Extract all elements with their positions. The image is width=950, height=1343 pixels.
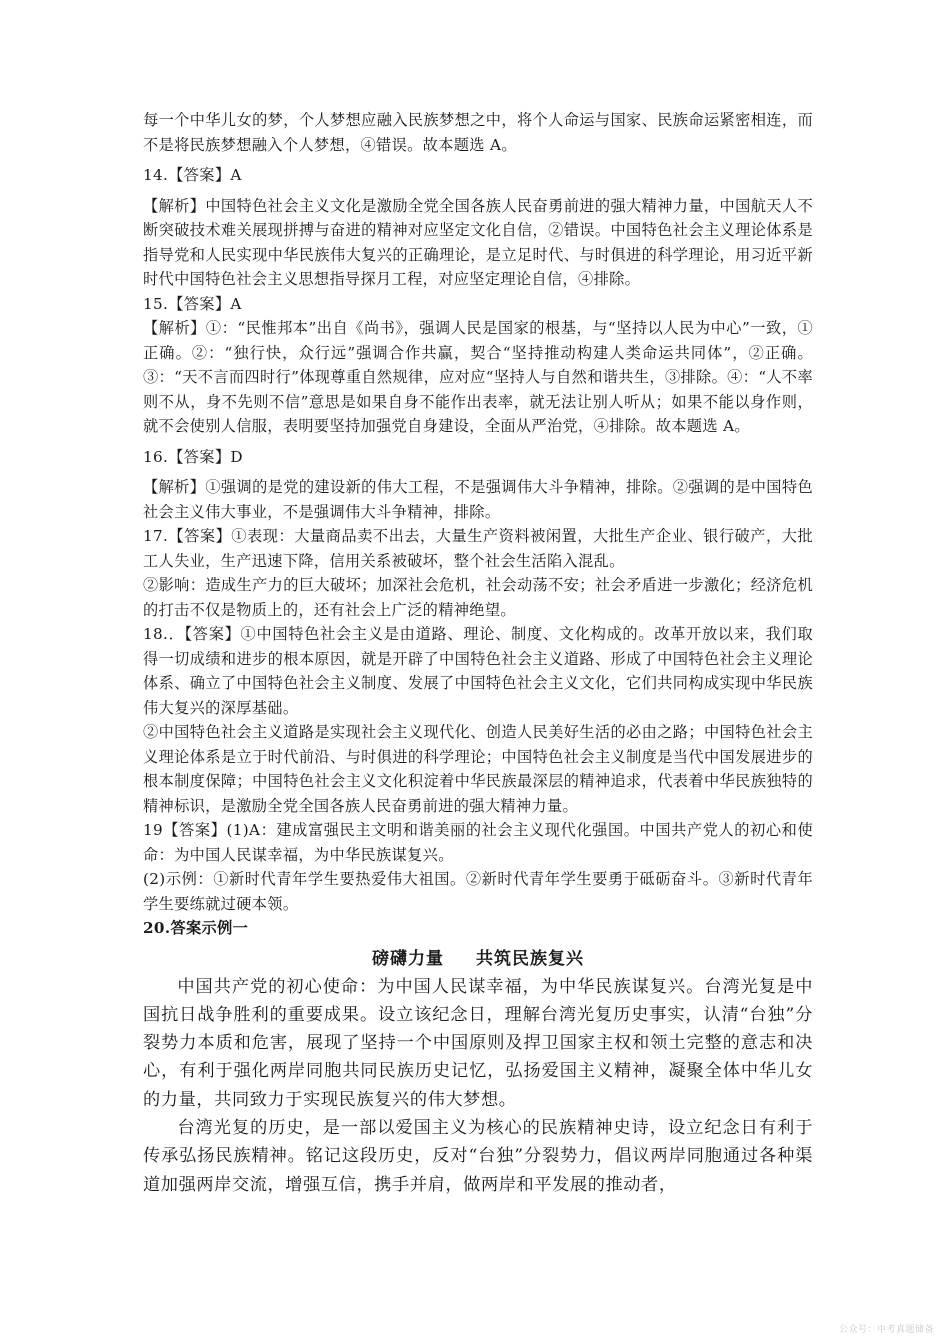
- q18-part1: 18.．【答案】①中国特色社会主义是由道路、理论、制度、文化构成的。改革开放以来，我们取得一切成绩和进步的根本原因，就是开辟了中国特色社会主义道路、形成了中国特色社会主义理论体系、确立了中国特色社会主义制度、发展了中国特色社会主义文化，它们共同构成实现中华民族伟大复兴的深厚基础。: [143, 625, 813, 717]
- essay-title-part1: 磅礴力量: [372, 948, 444, 969]
- q15-analysis: 【解析】①：“民惟邦本”出自《尚书》，强调人民是国家的根基，与“坚持以人民为中心”一致，①正确。②：“独行快，众行远”强调合作共赢，契合“坚持推动构建人类命运共同体”，②正确。③：“天不言而四时行”体现尊重自然规律，应对应“坚持人与自然和谐共生，③排除。④：“人不率则不从，身不先则不信”意思是如果自身不能作出表率，就无法让别人听从；如果不能以身作则，就不会使别人信服，表明要坚持加强党自身建设，全面从严治党，④排除。故本题选 A。: [143, 319, 813, 435]
- intro-paragraph: 每一个中华儿女的梦，个人梦想应融入民族梦想之中，将个人命运与国家、民族命运紧密相连，而不是将民族梦想融入个人梦想，④错误。故本题选 A。: [143, 111, 813, 154]
- q16-answer: 16.【答案】D: [143, 447, 243, 466]
- essay-paragraph-1: 中国共产党的初心使命：为中国人民谋幸福，为中华民族谋复兴。台湾光复是中国抗日战争胜利的重要成果。设立该纪念日，理解台湾光复历史事实，认清“台独”分裂势力本质和危害，展现了坚持一个中国原则及捍卫国家主权和领土完整的意志和决心，有利于强化两岸同胞共同民族历史记忆，弘扬爱国主义精神，凝聚全体中华儿女的力量，共同致力于实现民族复兴的伟大梦想。: [143, 976, 813, 1110]
- q19-part1: 19【答案】(1)A：建成富强民主文明和谐美丽的社会主义现代化强国。中国共产党人的初心和使命：为中国人民谋幸福，为中华民族谋复兴。: [143, 821, 813, 864]
- watermark: 公众号：中考真题储备: [838, 1325, 934, 1335]
- q14-answer: 14.【答案】A: [143, 166, 242, 184]
- essay-paragraph-2: 台湾光复的历史，是一部以爱国主义为核心的民族精神史诗，设立纪念日有利于传承弘扬民族精神。铭记这段历史，反对“台独”分裂势力，倡议两岸同胞通过各种渠道加强两岸交流，增强互信，携手并肩，做两岸和平发展的推动者，: [143, 1117, 813, 1195]
- q16-analysis: 【解析】①强调的是党的建设新的伟大工程，不是强调伟大斗争精神，排除。②强调的是中国特色社会主义伟大事业，不是强调伟大斗争精神，排除。: [143, 478, 813, 521]
- q17-part1: 17.【答案】①表现：大量商品卖不出去，大量生产资料被闲置，大批生产企业、银行破产，大批工人失业，生产迅速下降，信用关系被破坏，整个社会生活陷入混乱。: [143, 527, 813, 570]
- q20-heading: 20.答案示例一: [143, 919, 249, 937]
- q14-analysis: 【解析】中国特色社会主义文化是激励全党全国各族人民奋勇前进的强大精神力量，中国航天人不断突破技术难关展现拼搏与奋进的精神对应坚定文化自信，②错误。中国特色社会主义理论体系是指导党和人民实现中华民族伟大复兴的正确理论，是立足时代、与时俱进的科学理论，用习近平新时代中国特色社会主义思想指导探月工程，对应坚定理论自信，④排除。: [143, 196, 813, 288]
- q17-part2: ②影响：造成生产力的巨大破坏；加深社会危机，社会动荡不安；社会矛盾进一步激化；经济危机的打击不仅是物质上的，还有社会上广泛的精神绝望。: [143, 576, 813, 619]
- essay-title: [143, 945, 813, 973]
- q18-part2: ②中国特色社会主义道路是实现社会主义现代化、创造人民美好生活的必由之路；中国特色社会主义理论体系是立于时代前沿、与时俱进的科学理论；中国特色社会主义制度是当代中国发展进步的根本制度保障；中国特色社会主义文化积淀着中华民族最深层的精神追求，代表着中华民族独特的精神标识，是激励全党全国各族人民奋勇前进的强大精神力量。: [143, 723, 813, 815]
- essay-title-part2: 共筑民族复兴: [476, 948, 584, 969]
- q19-part2: (2)示例：①新时代青年学生要热爱伟大祖国。②新时代青年学生要勇于砥砺奋斗。③新时代青年学生要练就过硬本领。: [143, 870, 813, 913]
- document-page: [143, 108, 813, 1199]
- q15-answer: 15.【答案】A: [143, 294, 242, 313]
